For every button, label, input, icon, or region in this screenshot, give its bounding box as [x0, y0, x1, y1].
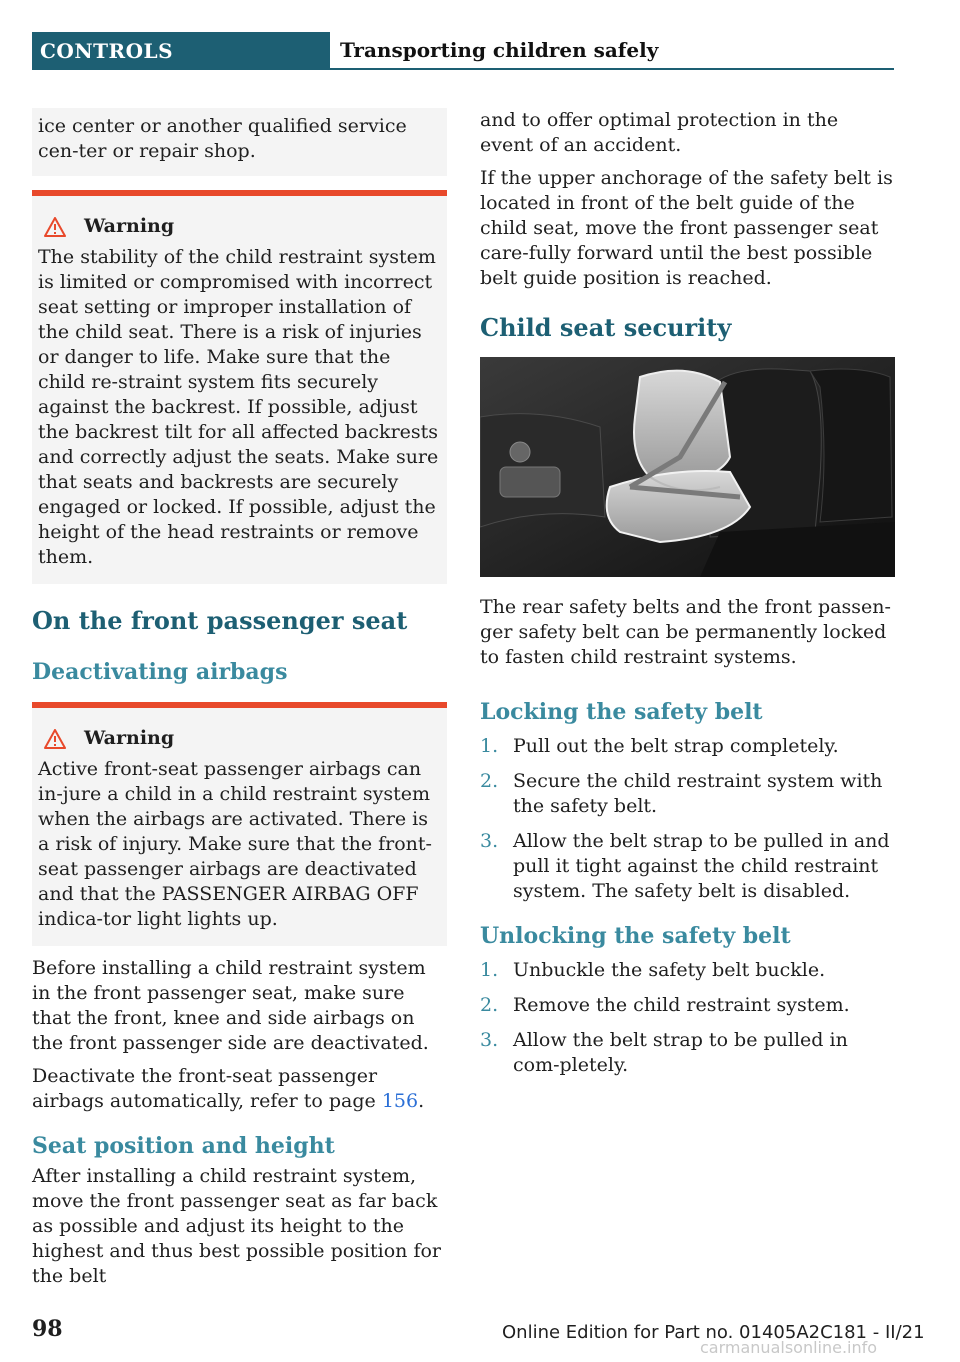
warning-text: The stability of the child restraint system is limited or compromised with incorrect seat setting or improper installation of the child seat. There is a risk of injuries or danger to life. Make sure that the child re-straint system fits securely against the backrest. If possible, adjust the backrest tilt for all affected backrests and correctly adjust the seats. Make sure that seats and backrests are securely engaged or locked. If possible, adjust the height of the head restraints or remove them. — [38, 246, 439, 568]
section-label: CONTROLS — [32, 32, 330, 70]
paragraph-before-installing: Before installing a child restraint system in the front passenger seat, make sure that the front, knee and side airbags on the front passenger side are deactivated. — [32, 957, 429, 1054]
page-reference-link[interactable]: 156 — [381, 1090, 419, 1112]
list-item — [480, 734, 895, 759]
heading-seat-position: Seat position and height — [32, 1133, 335, 1159]
paragraph-continuation: and to offer optimal protection in the event of an accident. — [480, 109, 839, 156]
warning-title: Warning — [84, 727, 175, 749]
paragraph-upper-anchorage: If the upper anchorage of the safety belt is located in front of the belt guide of the child seat, move the front passenger seat care-fully forward until the best possible belt guide position is reached. — [480, 167, 893, 289]
warning-text: Active front-seat passenger airbags can in-jure a child in a child restraint system when the airbags are activated. There is a risk of injury. Make sure that the front-seat passenger airbags are deactivated and that the PASSENGER AIRBAG OFF indica-tor light lights up. — [38, 758, 432, 930]
heading-locking-belt: Locking the safety belt — [480, 699, 763, 725]
step-number: 3. — [480, 1029, 499, 1051]
list-item — [480, 993, 895, 1018]
warning-box-airbags — [32, 702, 447, 946]
list-item — [480, 958, 895, 983]
step-text: Allow the belt strap to be pulled in com-pletely. — [513, 1029, 848, 1076]
heading-deactivating-airbags: Deactivating airbags — [32, 659, 288, 685]
step-number: 3. — [480, 830, 499, 852]
warning-header — [38, 726, 439, 751]
page-header — [32, 32, 894, 70]
paragraph-belts-locked: The rear safety belts and the front passen-ger safety belt can be permanently locked to fasten child restraint systems. — [480, 596, 891, 668]
step-text: Allow the belt strap to be pulled in and pull it tight against the child restraint system. The safety belt is disabled. — [513, 830, 890, 902]
list-item — [480, 829, 895, 904]
step-text: Unbuckle the safety belt buckle. — [513, 959, 826, 981]
edition-note: Online Edition for Part no. 01405A2C181 - II/21 — [502, 1322, 925, 1343]
warning-triangle-icon — [38, 728, 84, 750]
header-rule — [330, 68, 894, 70]
warning-header — [38, 214, 439, 239]
left-column — [32, 108, 447, 1297]
step-number: 1. — [480, 959, 499, 981]
right-column — [480, 108, 895, 1088]
continued-note-box — [32, 108, 447, 176]
list-item — [480, 1028, 895, 1078]
warning-title: Warning — [84, 215, 175, 237]
child-seat-photo — [480, 357, 895, 577]
step-text: Secure the child restraint system with the safety belt. — [513, 770, 883, 817]
warning-box-stability — [32, 190, 447, 584]
watermark: carmanualsonline.info — [700, 1338, 878, 1357]
paragraph-text: Deactivate the front-seat passenger airbags automatically, refer to page — [32, 1065, 382, 1112]
step-text: Remove the child restraint system. — [513, 994, 850, 1016]
warning-triangle-icon — [38, 216, 84, 238]
locking-steps-list — [480, 734, 895, 904]
note-text: ice center or another qualified service cen-ter or repair shop. — [38, 115, 407, 162]
chapter-title: Transporting children safely — [340, 38, 659, 62]
paragraph-seat-position: After installing a child restraint system, move the front passenger seat as far back as possible and adjust its height to the highest and thus best possible position for the belt — [32, 1165, 441, 1287]
list-item — [480, 769, 895, 819]
step-number: 1. — [480, 735, 499, 757]
heading-child-seat-security: Child seat security — [480, 313, 732, 342]
step-number: 2. — [480, 770, 499, 792]
step-number: 2. — [480, 994, 499, 1016]
paragraph-text: . — [418, 1090, 425, 1112]
paragraph-deactivate-airbags — [32, 1064, 447, 1114]
step-text: Pull out the belt strap completely. — [513, 735, 839, 757]
page-number: 98 — [32, 1316, 63, 1342]
unlocking-steps-list — [480, 958, 895, 1078]
heading-unlocking-belt: Unlocking the safety belt — [480, 923, 791, 949]
heading-front-passenger-seat: On the front passenger seat — [32, 606, 408, 635]
